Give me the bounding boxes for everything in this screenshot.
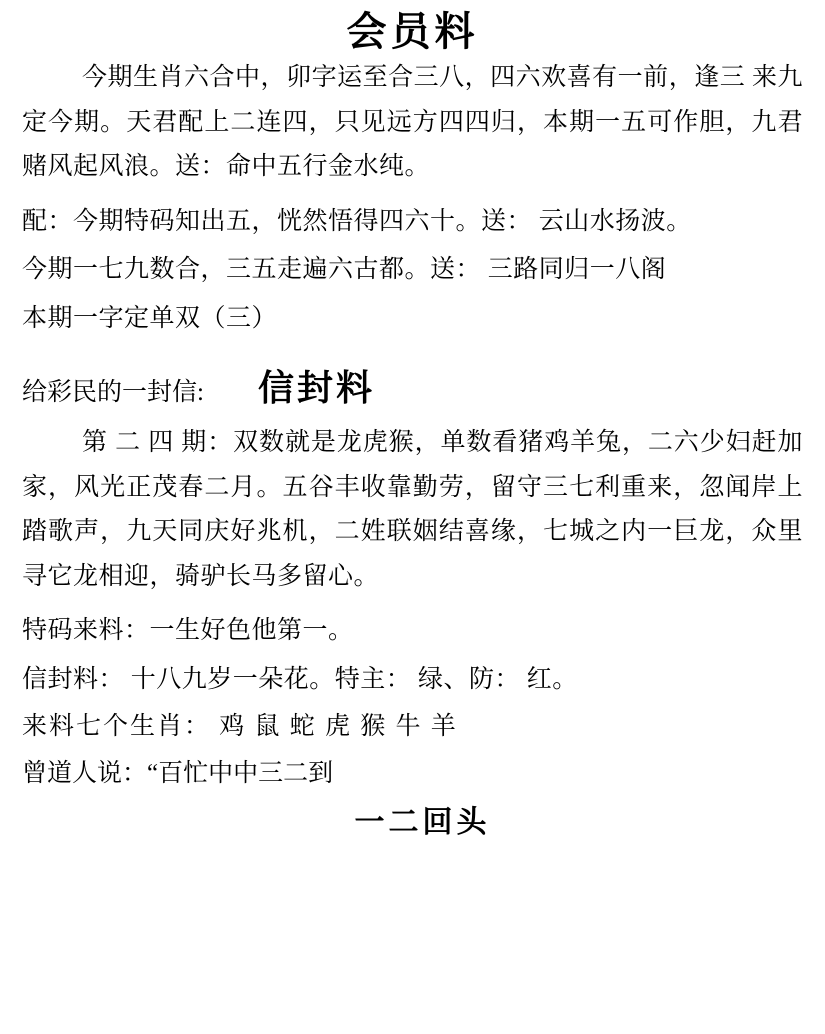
page-title: 会员料: [346, 9, 479, 54]
note-1: 特码来料：一生好色他第一。: [22, 617, 354, 644]
letter-paragraph: 第 二 四 期：双数就是龙虎猴，单数看猪鸡羊兔，二六少妇赶加家，风光正茂春二月。五谷丰收靠勤劳，留守三七利重来，忽闻岸上踏歌声，九天同庆好兆机，二姓联姻结喜缘，七城之内一巨龙，众里寻它龙相迎，骑驴长马多留心。: [22, 429, 803, 590]
closing-line-2: 一二回头: [354, 806, 491, 839]
letter-heading-row: [22, 367, 803, 413]
spacer: [22, 345, 803, 367]
paragraph-2: 配：今期特码知出五，恍然悟得四六十。送： 云山水扬波。: [22, 207, 692, 235]
paragraph-4: 本期一字定单双（三）: [22, 304, 278, 332]
zodiac-line: 来料七个生肖： 鸡 鼠 蛇 虎 猴 牛 羊: [22, 713, 458, 740]
paragraph-3: 今期一七九数合，三五走遍六古都。送： 三路同归一八阁: [22, 256, 667, 283]
letter-title: 信封料: [257, 368, 375, 408]
closing-line-1: 曾道人说：“百忙中中三二到: [22, 759, 334, 787]
document-page: [0, 10, 825, 1034]
paragraph-1: 今期生肖六合中，卯字运至合三八，四六欢喜有一前，逢三 来九定今期。天君配上二连四，只见远方四四归，本期一五可作胆，九君赌风起风浪。送：命中五行金水纯。: [22, 64, 803, 180]
note-2: 信封料： 十八九岁一朵花。特主： 绿、防： 红。: [22, 665, 578, 693]
letter-label: 给彩民的一封信:: [22, 379, 204, 406]
